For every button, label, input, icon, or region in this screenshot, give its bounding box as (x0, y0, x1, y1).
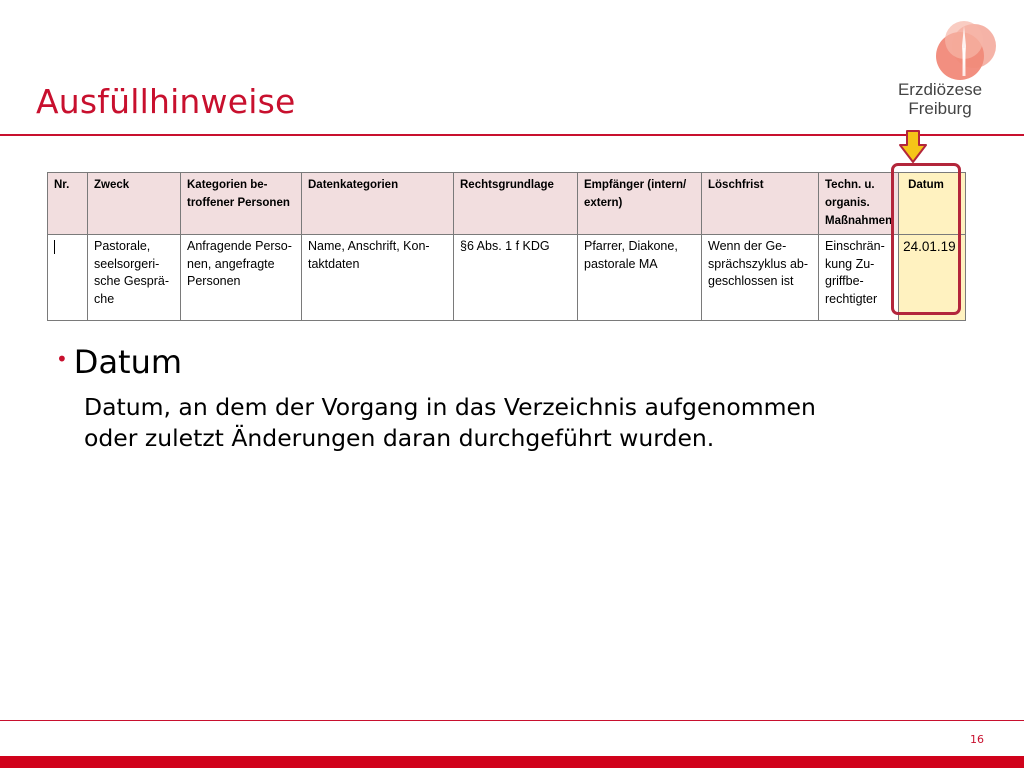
cell-empfaenger: Pfarrer, Diakone, pastorale MA (578, 235, 702, 321)
description-line-2: oder zuletzt Änderungen daran durchgeführt wurden. (84, 424, 715, 452)
header-datum: Datum (899, 173, 966, 235)
bullet-heading-text: Datum (73, 343, 183, 381)
header-datenkategorien: Datenkategorien (302, 173, 454, 235)
footer-bar (0, 756, 1024, 768)
logo-line-1: Erzdiözese (897, 80, 983, 99)
logo-line-2: Freiburg (908, 99, 972, 118)
header-zweck: Zweck (88, 173, 181, 235)
text-cursor (54, 240, 55, 254)
cell-zweck: Pastorale, seelsorgeri- sche Gesprä- che (88, 235, 181, 321)
logo-wordmark (878, 80, 1002, 118)
title-divider (0, 134, 1024, 136)
header-massnahmen: Techn. u. organis. Maßnahmen (819, 173, 899, 235)
cell-rechtsgrundlage: §6 Abs. 1 f KDG (454, 235, 578, 321)
header-nr: Nr. (48, 173, 88, 235)
header-kategorien: Kategorien be- troffener Personen (181, 173, 302, 235)
bullet-dot-icon: • (56, 347, 68, 371)
datum-column-highlight (891, 163, 961, 315)
date-value: 24.01.19 (903, 239, 956, 254)
processing-register-table (47, 172, 966, 321)
slide-title: Ausfüllhinweise (36, 82, 296, 121)
bullet-description (84, 392, 984, 454)
header-empfaenger: Empfänger (intern/ extern) (578, 173, 702, 235)
header-rechtsgrundlage: Rechtsgrundlage (454, 173, 578, 235)
table-row (48, 235, 966, 321)
cell-kategorien: Anfragende Perso- nen, angefragte Personen (181, 235, 302, 321)
diocese-logo (878, 18, 1008, 122)
footer-divider (0, 720, 1024, 721)
bullet-heading (56, 343, 182, 381)
cathedral-logo-icon (878, 18, 1008, 80)
down-arrow-icon (898, 130, 928, 164)
table-header-row (48, 173, 966, 235)
cell-nr[interactable] (48, 235, 88, 321)
cell-loeschfrist: Wenn der Ge- sprächszyklus ab- geschlossen ist (702, 235, 819, 321)
page-number: 16 (970, 733, 984, 746)
cell-datenkategorien: Name, Anschrift, Kon- taktdaten (302, 235, 454, 321)
cell-massnahmen: Einschrän- kung Zu- griffbe- rechtigter (819, 235, 899, 321)
description-line-1: Datum, an dem der Vorgang in das Verzeichnis aufgenommen (84, 393, 816, 421)
header-loeschfrist: Löschfrist (702, 173, 819, 235)
